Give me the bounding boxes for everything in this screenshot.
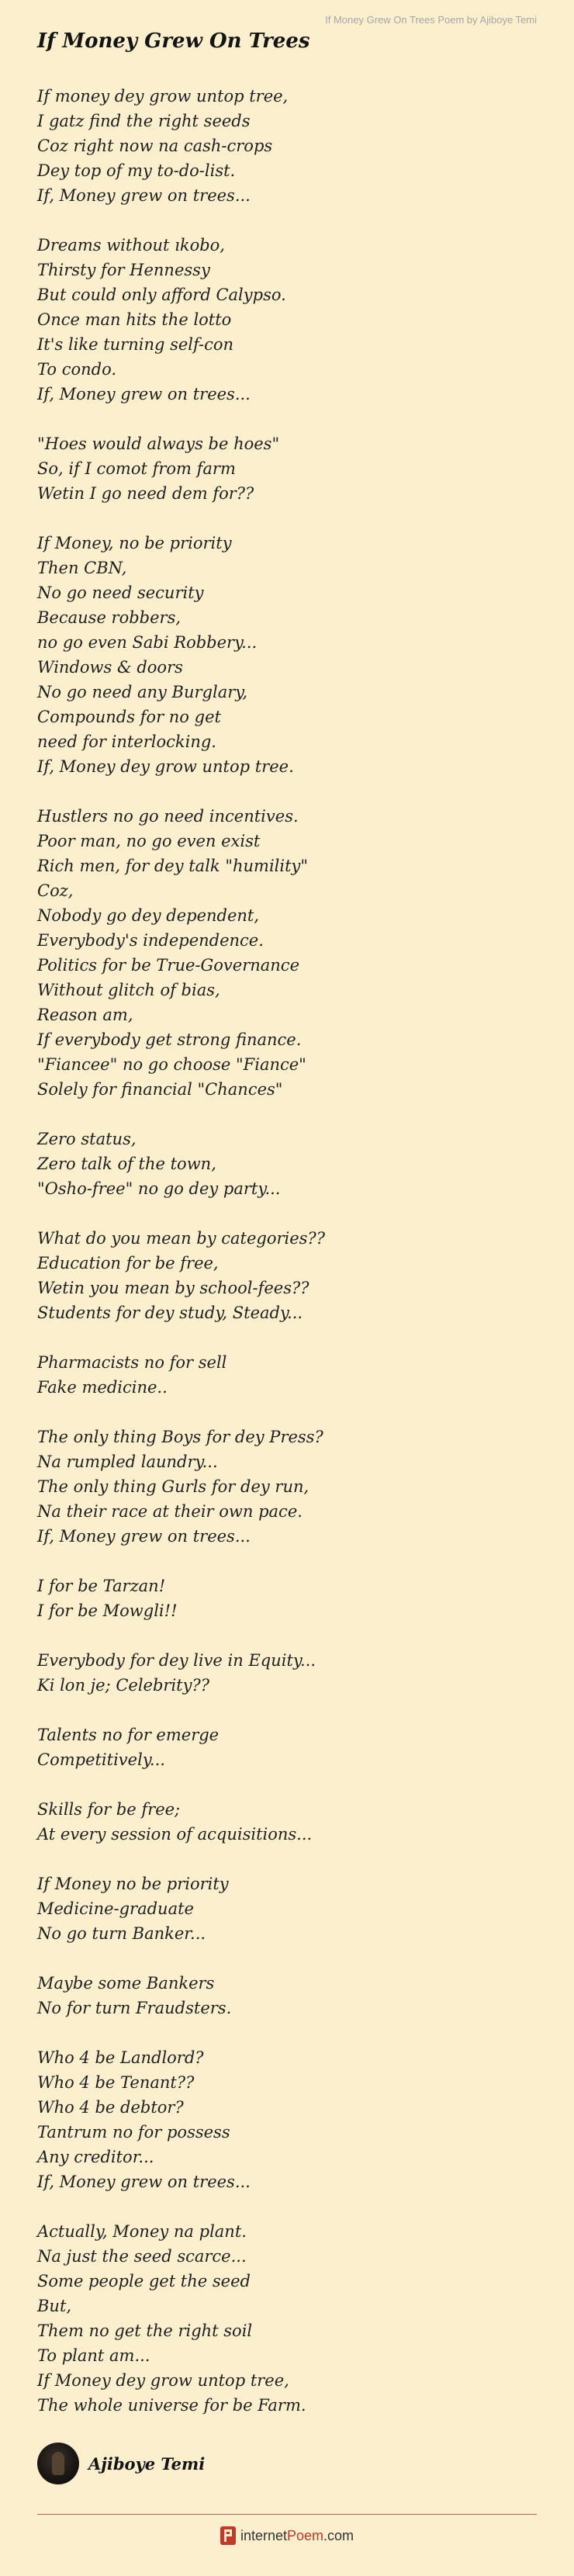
poem-line: Politics for be True-Governance: [37, 956, 299, 975]
stanza: [37, 804, 534, 1102]
stanza: [37, 1226, 534, 1325]
poem-title: If Money Grew On Trees: [37, 29, 310, 53]
poem-line: Because robbers,: [37, 608, 182, 627]
poem-line: Competitively...: [37, 1750, 165, 1769]
poem-line: I for be Mowgli!!: [37, 1601, 178, 1620]
poem-line: Na rumpled laundry...: [37, 1452, 218, 1471]
poem-line: No go need any Burglary,: [37, 683, 248, 701]
poem-line: Hustlers no go need incentives.: [37, 807, 299, 826]
poem-line: "Hoes would always be hoes": [37, 435, 280, 453]
poem-body: [37, 84, 534, 2443]
poem-line: Nobody go dey dependent,: [37, 906, 260, 925]
poem-line: If, Money grew on trees...: [37, 2173, 251, 2191]
poem-line: Zero talk of the town,: [37, 1155, 216, 1173]
poem-line: Education for be free,: [37, 1254, 219, 1272]
poem-line: If, Money grew on trees...: [37, 1527, 251, 1546]
poem-line: To plant am...: [37, 2346, 150, 2365]
poem-line: The only thing Boys for dey Press?: [37, 1428, 323, 1446]
poem-line: Ki lon je; Celebrity??: [37, 1676, 209, 1695]
poem-line: Any creditor...: [37, 2148, 154, 2166]
poem-line: To condo.: [37, 360, 117, 379]
poem-line: It's like turning self-con: [37, 335, 234, 354]
poem-line: I gatz find the right seeds: [37, 112, 251, 130]
poem-line: No go turn Banker...: [37, 1924, 206, 1943]
poem-line: Na their race at their own pace.: [37, 1502, 303, 1521]
poem-line: Na just the seed scarce...: [37, 2247, 247, 2266]
stanza: [37, 1425, 534, 1549]
poem-line: Compounds for no get: [37, 708, 221, 726]
poem-line: "Osho-free" no go dey party...: [37, 1179, 281, 1198]
stanza: [37, 233, 534, 407]
stanza: [37, 1871, 534, 1946]
poem-line: no go even Sabi Robbery...: [37, 633, 258, 652]
poem-line: But could only afford Calypso.: [37, 286, 286, 304]
poem-line: Wetin you mean by school-fees??: [37, 1279, 309, 1297]
poem-line: If, Money grew on trees...: [37, 186, 251, 205]
poem-line: If everybody get strong finance.: [37, 1030, 302, 1049]
poem-line: Medicine-graduate: [37, 1899, 194, 1918]
poem-line: Actually, Money na plant.: [37, 2222, 247, 2241]
poem-line: No go need security: [37, 583, 204, 602]
poem-line: So, if I comot from farm: [37, 459, 236, 478]
poem-line: Who 4 be Tenant??: [37, 2073, 195, 2092]
brand-text[interactable]: [240, 2528, 354, 2544]
poem-line: Then CBN,: [37, 559, 127, 577]
poem-line: Reason am,: [37, 1006, 133, 1024]
poem-line: Dreams without ıkobo,: [37, 236, 225, 254]
stanza: [37, 1797, 534, 1847]
poem-line: The whole universe for be Farm.: [37, 2396, 306, 2415]
stanza: [37, 1350, 534, 1400]
poem-line: Who 4 be Landlord?: [37, 2048, 204, 2067]
poem-line: Some people get the seed: [37, 2272, 251, 2290]
poem-line: Pharmacists no for sell: [37, 1353, 227, 1372]
poem-line: Everybody for dey live in Equity...: [37, 1651, 316, 1670]
author-avatar[interactable]: [37, 2443, 79, 2484]
poem-line: If Money, no be priority: [37, 534, 232, 552]
poem-line: Tantrum no for possess: [37, 2123, 230, 2141]
poem-line: Zero status,: [37, 1130, 137, 1148]
footer-divider: [37, 2514, 537, 2515]
stanza: [37, 84, 534, 208]
poem-line: Everybody's independence.: [37, 931, 264, 950]
poem-line: At every session of acquisitions...: [37, 1825, 313, 1844]
stanza: [37, 2045, 534, 2194]
poem-line: Skills for be free;: [37, 1800, 181, 1819]
internetpoem-logo-icon: [220, 2526, 236, 2545]
poem-line: Talents no for emerge: [37, 1726, 220, 1744]
poem-line: Fake medicine..: [37, 1378, 168, 1397]
poem-line: Solely for financial "Chances": [37, 1080, 283, 1099]
brand-suffix: .com: [323, 2527, 354, 2543]
poem-line: What do you mean by categories??: [37, 1229, 325, 1248]
poem-line: Students for dey study, Steady...: [37, 1304, 303, 1322]
poem-line: Thirsty for Hennessy: [37, 261, 210, 279]
poem-line: Rich men, for dey talk "humility": [37, 857, 309, 875]
stanza: [37, 1574, 534, 1623]
stanza: [37, 531, 534, 779]
poem-line: Coz,: [37, 881, 74, 900]
poem-line: need for interlocking.: [37, 732, 216, 751]
poem-line: No for turn Fraudsters.: [37, 1999, 232, 2017]
poem-line: Without glitch of bias,: [37, 981, 220, 999]
avatar-figure: [52, 2452, 64, 2475]
poem-line: If Money no be priority: [37, 1875, 229, 1893]
stanza: [37, 2219, 534, 2418]
poem-line: Who 4 be debtor?: [37, 2098, 184, 2117]
poem-line: Wetin I go need dem for??: [37, 484, 254, 503]
poem-line: Windows & doors: [37, 658, 183, 677]
footer-brand[interactable]: [0, 2526, 574, 2545]
poem-line: Coz right now na cash-crops: [37, 137, 273, 155]
poem-line: Once man hits the lotto: [37, 310, 232, 329]
poem-line: Poor man, no go even exist: [37, 832, 261, 850]
poem-line: If money dey grow untop tree,: [37, 87, 289, 106]
author-block[interactable]: [37, 2443, 205, 2484]
poem-line: Dey top of my to-do-list.: [37, 161, 236, 180]
poem-line: I for be Tarzan!: [37, 1577, 166, 1595]
brand-prefix: internet: [240, 2527, 287, 2543]
author-name[interactable]: Ajiboye Temi: [88, 2453, 206, 2474]
poem-line: If Money dey grow untop tree,: [37, 2371, 289, 2390]
stanza: [37, 431, 534, 506]
stanza: [37, 1971, 534, 2020]
stanza: [37, 1723, 534, 1772]
poem-line: Them no get the right soil: [37, 2322, 253, 2340]
header-caption: If Money Grew On Trees Poem by Ajiboye Temi: [325, 14, 537, 26]
stanza: [37, 1648, 534, 1698]
poem-line: Maybe some Bankers: [37, 1974, 215, 1993]
brand-accent: Poem: [287, 2527, 324, 2543]
poem-line: But,: [37, 2297, 72, 2315]
poem-line: If, Money grew on trees...: [37, 385, 251, 403]
poem-line: The only thing Gurls for dey run,: [37, 1477, 309, 1496]
poem-line: If, Money dey grow untop tree.: [37, 757, 294, 776]
poem-line: "Fiancee" no go choose "Fiance": [37, 1055, 306, 1074]
stanza: [37, 1127, 534, 1201]
